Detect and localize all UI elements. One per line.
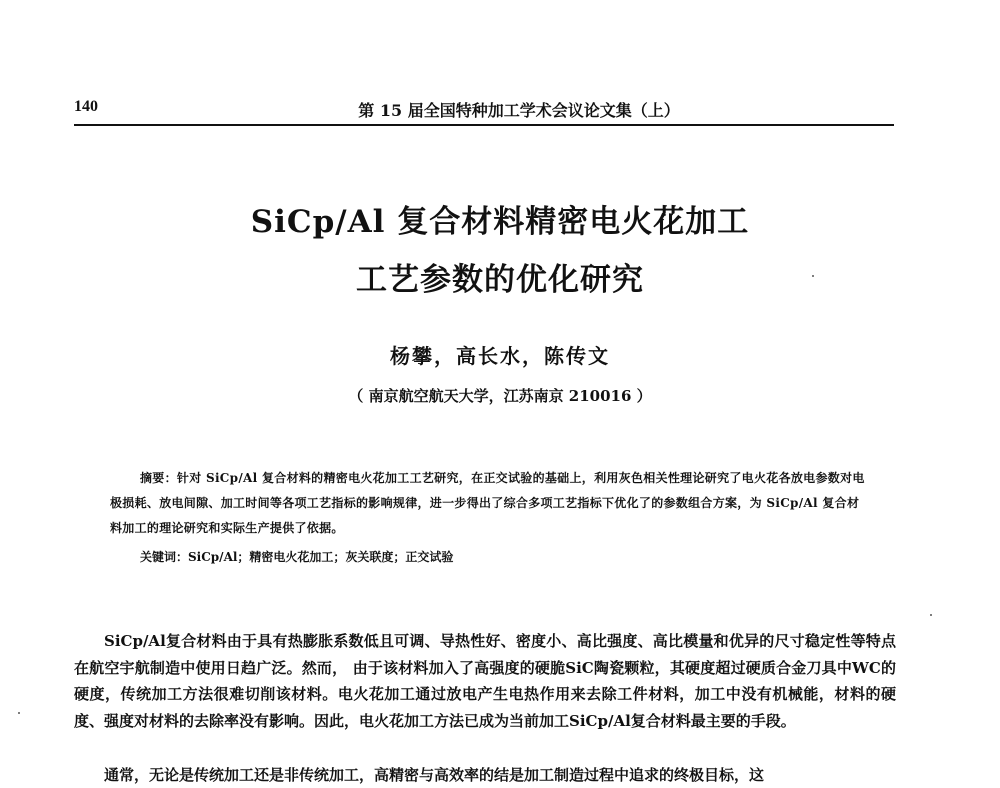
body-paragraph-2: 通常，无论是传统加工还是非传统加工，高精密与高效率的结是加工制造过程中追求的终极目标，这 (104, 766, 765, 784)
abstract-text: 针对 SiCp/Al 复合材料的精密电火花加工工艺研究，在正交试验的基础上，利用灰色相关性理论研究了电火花各放电参数对电极损耗、放电间隙、加工时间等各项工艺指标的影响规律，进一步得出了综合多项工艺指标下优化了的参数组合方案，为 SiCp/Al 复合材料加工的理论研究和实际生产提供了依据。 (110, 471, 865, 535)
scan-speck (812, 275, 814, 277)
abstract-label: 摘要： (140, 471, 177, 485)
keywords-label: 关键词： (140, 550, 189, 564)
scan-speck (18, 712, 20, 714)
paper-title-line-1: SiCp/Al 复合材料精密电火花加工 (250, 204, 750, 240)
affiliation: （ 南京航空航天大学，江苏南京 210016 ） (348, 387, 652, 405)
abstract (110, 466, 870, 541)
page-number: 140 (74, 98, 98, 115)
running-header (74, 98, 894, 126)
keywords-text: SiCp/Al；精密电火花加工；灰关联度；正交试验 (188, 550, 454, 564)
paper-title-line-2: 工艺参数的优化研究 (356, 262, 644, 298)
authors: 杨攀，高长水，陈传文 (390, 344, 610, 368)
scan-speck (930, 614, 932, 616)
journal-title: 第 15 届全国特种加工学术会议论文集（上） (358, 101, 680, 120)
keywords (140, 548, 870, 565)
body-paragraph-1: SiCp/Al复合材料由于具有热膨胀系数低且可调、导热性好、密度小、高比强度、高比模量和优异的尺寸稳定性等特点在航空宇航制造中使用日趋广泛。然而， 由于该材料加入了高强度的硬脆SiC陶瓷颗粒，其硬度超过硬质合金刀具中WC的硬度，传统加工方法很难切削该材料。电火花加工通过放电产生电热作用来去除工件材料，加工中没有机械能，材料的硬度、强度对材料的去除率没有影响。因此，电火花加工方法已成为当前加工SiCp/Al复合材料最主要的手段。 (74, 632, 896, 730)
